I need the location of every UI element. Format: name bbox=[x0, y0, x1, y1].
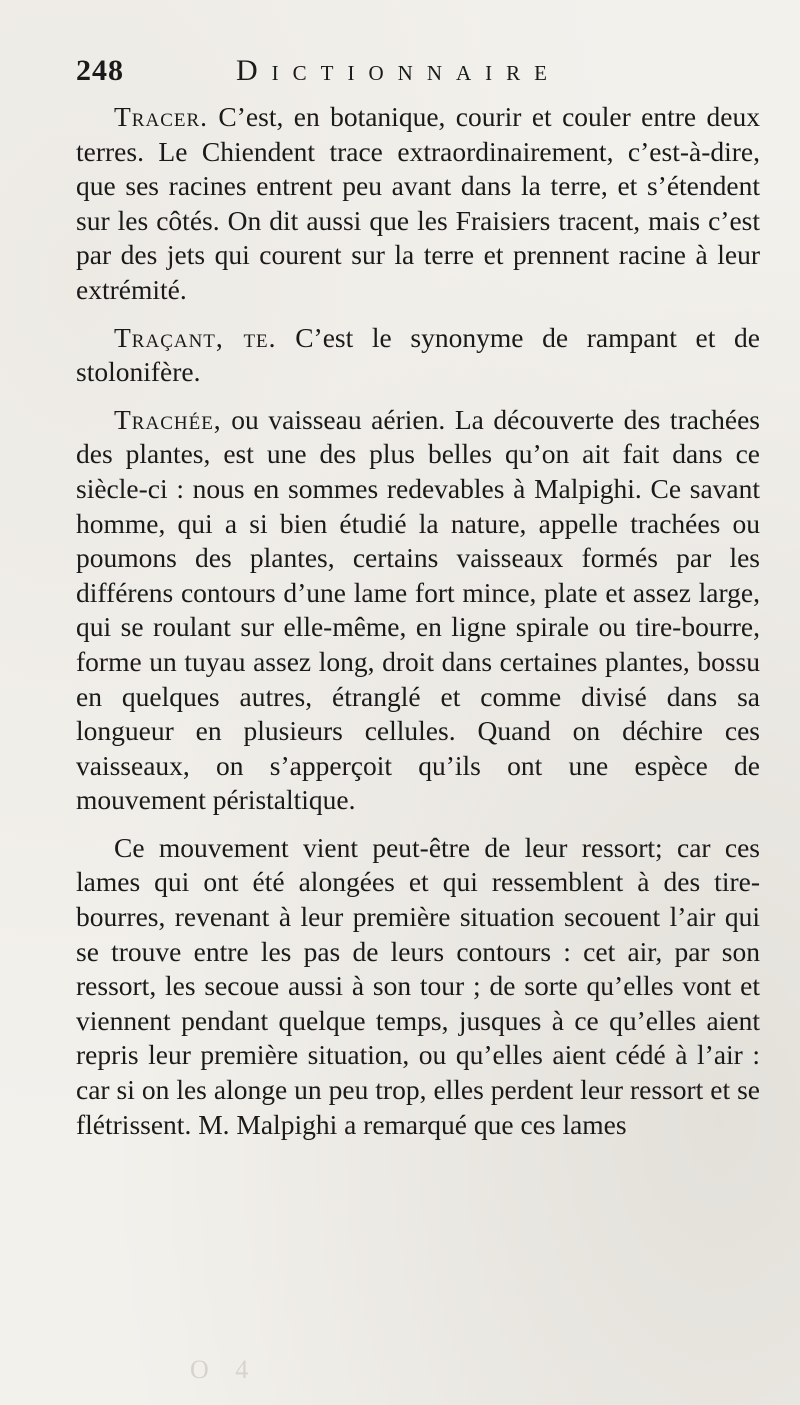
entry-text-tracant: C’est le synonyme de rampant et de stolonifère. bbox=[76, 321, 760, 388]
signature-mark: O 4 bbox=[190, 1355, 259, 1384]
continuation-text: Ce mouvement vient peut-être de leur ressort; car ces lames qui ont été alongées et qui ressemblent à des tire-bourres, revenant à leur première situation secouent l’air qui se trouve entre les pas de leurs contours : cet air, par son ressort, les secoue aussi à son tour ; de sorte qu’elles vont et viennent pendant quelque temps, jusques à ce qu’elles aient repris leur première situation, ou qu’elles aient cédé à l’air : car si on les alonge un peu trop, elles perdent leur ressort et se flétrissent. M. Malpighi a remarqué que ces lames bbox=[76, 831, 760, 1140]
running-head: Dictionnaire bbox=[236, 54, 561, 87]
headword-tracant: Traçant, te. bbox=[114, 321, 277, 353]
headword-trachee: Trachée, bbox=[114, 403, 222, 435]
page-number: 248 bbox=[76, 54, 124, 87]
entry-tracant bbox=[76, 321, 760, 390]
page-body bbox=[76, 100, 760, 1155]
entry-trachee bbox=[76, 403, 760, 818]
entry-text-trachee: ou vaisseau aérien. La découverte des trachées des plantes, est une des plus belles qu’on ait fait dans ce siècle-ci : nous en sommes redevables à Malpighi. Ce savant homme, qui a si bien étudié la nature, appelle trachées ou poumons des plantes, certains vaisseaux formés par les différens contours d’une lame fort mince, plate et assez large, qui se roulant sur elle-même, en ligne spirale ou tire-bourre, forme un tuyau assez long, droit dans certaines plantes, bossu en quelques autres, étranglé et comme divisé dans sa longueur en plusieurs cellules. Quand on déchire ces vaisseaux, on s’apperçoit qu’ils ont une espèce de mouvement péristaltique. bbox=[76, 403, 760, 816]
entry-tracer bbox=[76, 100, 760, 308]
entry-trachee-continuation bbox=[76, 831, 760, 1142]
headword-tracer: Tracer. bbox=[114, 101, 209, 132]
page-header bbox=[76, 50, 756, 94]
entry-text-tracer: C’est, en botanique, courir et couler entre deux terres. Le Chiendent trace extraordinairement, c’est-à-dire, que ses racines entrent peu avant dans la terre, et s’étendent sur les côtés. On dit aussi que les Fraisiers tracent, mais c’est par des jets qui courent sur la terre et prennent racine à leur extrémité. bbox=[76, 101, 760, 305]
